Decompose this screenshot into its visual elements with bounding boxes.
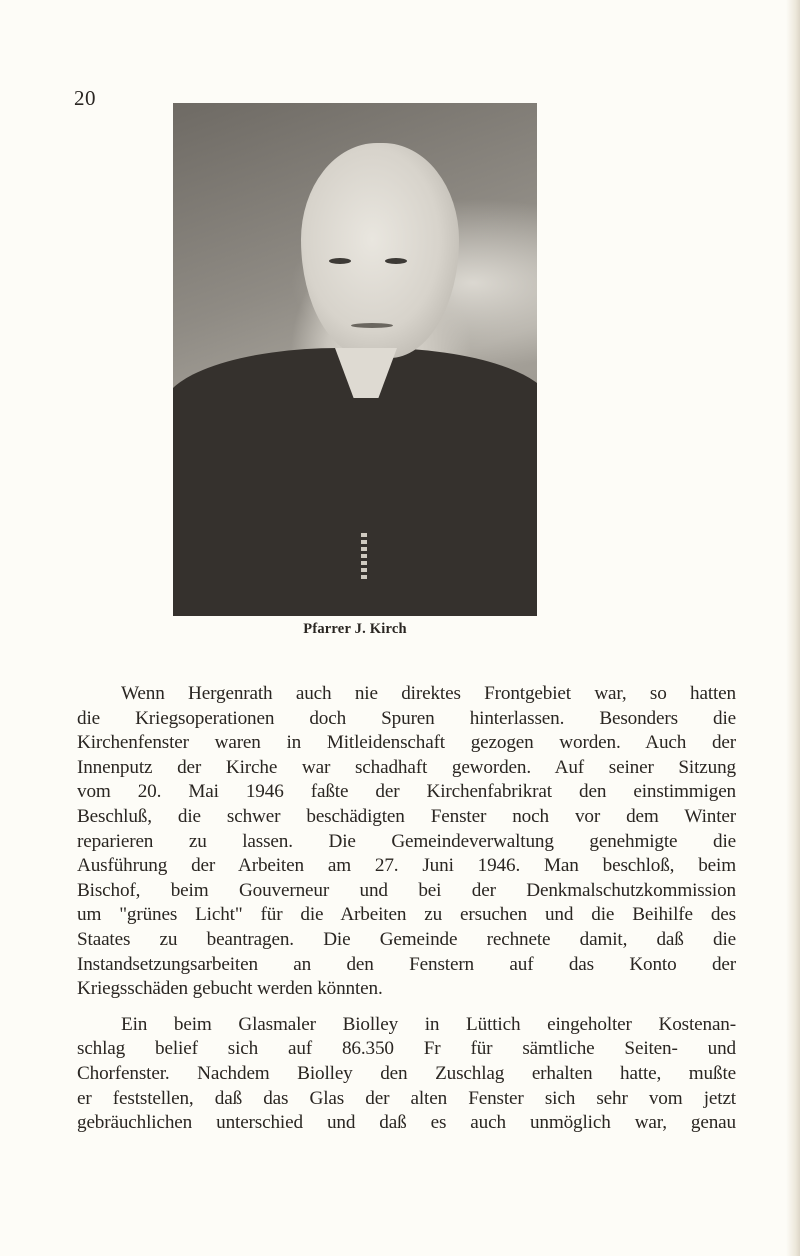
page-edge bbox=[786, 0, 800, 1256]
photo-mouth bbox=[351, 323, 393, 328]
text-line: Ein beim Glasmaler Biolley in Lüttich eingeholter Kostenan- bbox=[121, 1013, 736, 1035]
text-line: gebräuchlichen unterschied und daß es auch unmöglich war, genau bbox=[77, 1112, 736, 1134]
photo-caption: Pfarrer J. Kirch bbox=[303, 621, 407, 637]
text-line: Chorfenster. Nachdem Biolley den Zuschlag erhalten hatte, mußte bbox=[77, 1062, 736, 1084]
photo-eye-right bbox=[385, 258, 407, 264]
text-line: Staates zu beantragen. Die Gemeinde rechnete damit, daß die bbox=[77, 928, 736, 950]
photo-eye-left bbox=[329, 258, 351, 264]
text-line: Kriegsschäden gebucht werden könnten. bbox=[77, 978, 383, 1000]
text-line: vom 20. Mai 1946 faßte der Kirchenfabrikrat den einstimmigen bbox=[77, 781, 736, 803]
body-text bbox=[77, 682, 736, 1136]
text-line: die Kriegsoperationen doch Spuren hinterlassen. Besonders die bbox=[77, 707, 736, 729]
paragraph-2 bbox=[77, 1013, 736, 1136]
text-line: um "grünes Licht" für die Arbeiten zu ersuchen und die Beihilfe des bbox=[77, 904, 736, 926]
text-line: reparieren zu lassen. Die Gemeindeverwaltung genehmigte die bbox=[77, 830, 736, 852]
text-line: Ausführung der Arbeiten am 27. Juni 1946. Man beschloß, beim bbox=[77, 855, 736, 877]
text-line: Kirchenfenster waren in Mitleidenschaft gezogen worden. Auch der bbox=[77, 732, 736, 754]
text-line: Innenputz der Kirche war schadhaft geworden. Auf seiner Sitzung bbox=[77, 756, 736, 778]
text-line: Wenn Hergenrath auch nie direktes Frontgebiet war, so hatten bbox=[121, 683, 736, 704]
text-line: schlag belief sich auf 86.350 Fr für sämtliche Seiten- und bbox=[77, 1038, 736, 1060]
portrait-photo bbox=[173, 103, 537, 616]
text-line: Bischof, beim Gouverneur und bei der Denkmalschutzkommission bbox=[77, 879, 736, 901]
photo-chain bbox=[361, 533, 367, 581]
text-line: Instandsetzungsarbeiten an den Fenstern auf das Konto der bbox=[77, 953, 736, 975]
paragraph-1 bbox=[77, 682, 736, 1002]
text-line: er feststellen, daß das Glas der alten Fenster sich sehr vom jetzt bbox=[77, 1087, 736, 1109]
page-number: 20 bbox=[74, 86, 96, 110]
text-line: Beschluß, die schwer beschädigten Fenster noch vor dem Winter bbox=[77, 805, 736, 827]
